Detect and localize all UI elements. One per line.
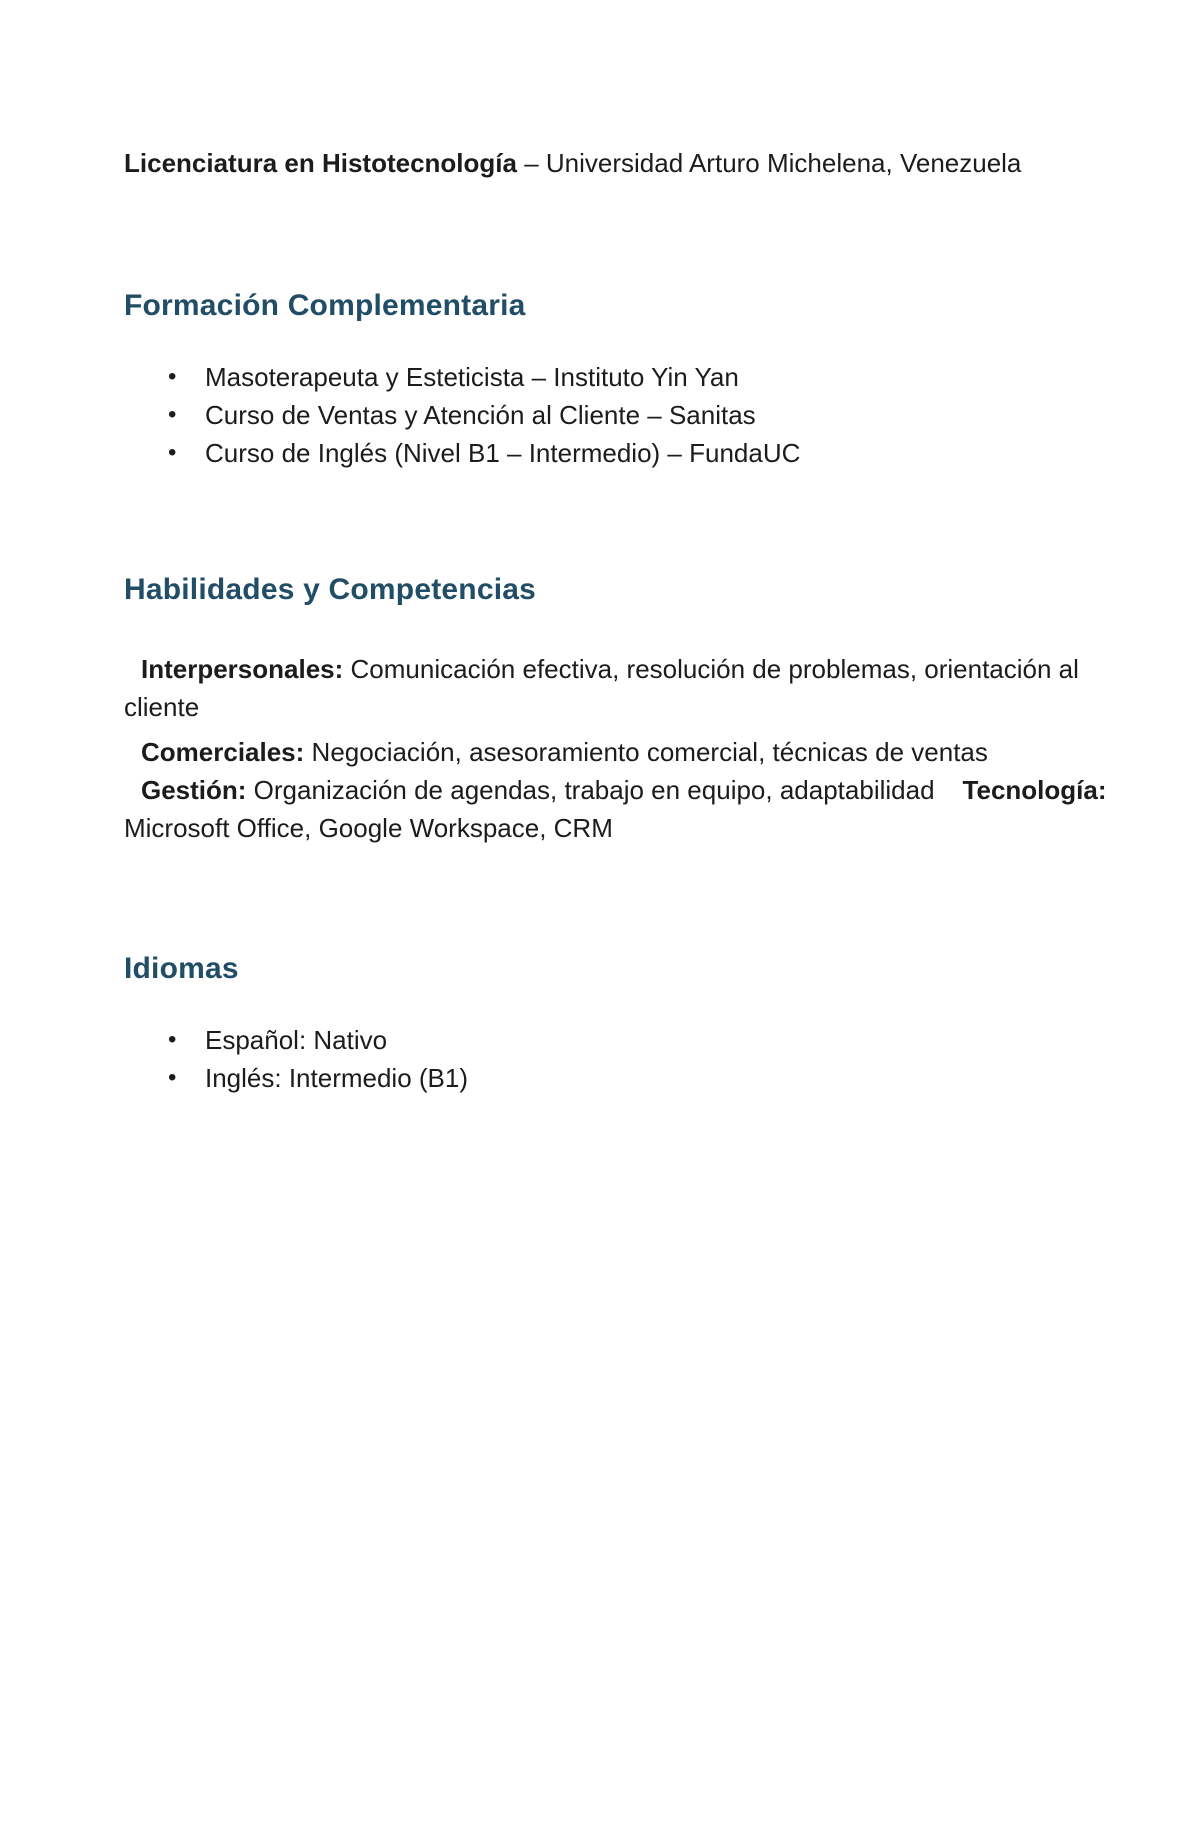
skills-label-comerciales: Comerciales: xyxy=(141,737,305,767)
list-item-ingles: • Inglés: Intermedio (B1) xyxy=(168,1059,1142,1097)
formacion-complementaria-list xyxy=(124,358,1142,472)
skills-line-interpersonales xyxy=(124,650,1142,688)
list-item-curso-ventas: • Curso de Ventas y Atención al Cliente – Sanitas xyxy=(168,396,1142,434)
idiomas-list xyxy=(124,1021,1142,1097)
degree-institution: – Universidad Arturo Michelena, Venezuela xyxy=(516,148,1022,178)
skills-label-tecnologia: Tecnología: xyxy=(962,775,1107,805)
skills-line-interpersonales-wrap xyxy=(124,688,1142,726)
skills-label-gestion: Gestión: xyxy=(141,775,247,805)
list-item-espanol: • Español: Nativo xyxy=(168,1021,1142,1059)
skills-text-interpersonales: Comunicación efectiva, resolución de problemas, orientación al xyxy=(343,654,1079,684)
skills-text-comerciales: Negociación, asesoramiento comercial, técnicas de ventas xyxy=(304,737,988,767)
habilidades-paragraphs xyxy=(124,650,1142,847)
skills-text-tecnologia-wrap: Microsoft Office, Google Workspace, CRM xyxy=(124,813,613,843)
list-item-curso-ingles: • Curso de Inglés (Nivel B1 – Intermedio) – FundaUC xyxy=(168,434,1142,472)
list-item-masoterapeuta: • Masoterapeuta y Esteticista – Instituto Yin Yan xyxy=(168,358,1142,396)
section-heading-idiomas: Idiomas xyxy=(124,952,239,985)
section-heading-habilidades-competencias: Habilidades y Competencias xyxy=(124,573,537,606)
section-heading-formacion-complementaria: Formación Complementaria xyxy=(124,289,526,322)
skills-text-interpersonales-wrap: cliente xyxy=(124,692,200,722)
degree-title: Licenciatura en Histotecnología xyxy=(124,148,517,178)
degree-line xyxy=(124,146,1142,180)
skills-text-gestion: Organización de agendas, trabajo en equipo, adaptabilidad xyxy=(246,775,935,805)
skills-line-gestion xyxy=(124,771,1142,809)
skills-line-tecnologia-wrap xyxy=(124,809,1142,847)
skills-line-comerciales xyxy=(124,733,1142,771)
skills-label-interpersonales: Interpersonales: xyxy=(141,654,344,684)
